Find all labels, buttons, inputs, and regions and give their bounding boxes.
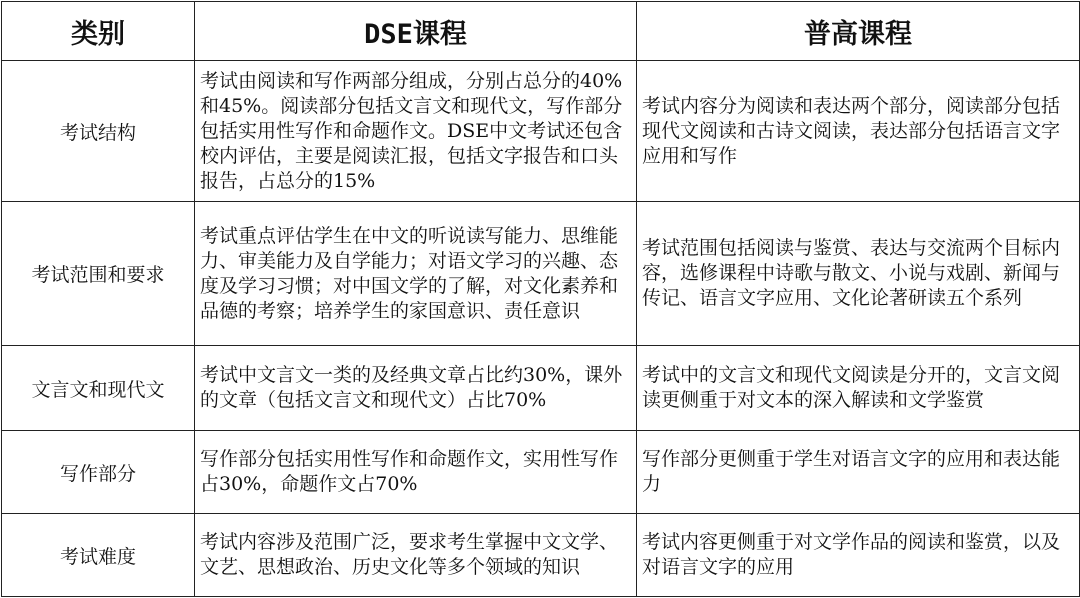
header-row bbox=[2, 2, 1080, 61]
table-row bbox=[2, 202, 1080, 346]
header-dse: DSE课程 bbox=[195, 2, 637, 61]
comparison-table bbox=[1, 1, 1080, 597]
row-dse-cell: 考试内容涉及范围广泛，要求考生掌握中文文学、文艺、思想政治、历史文化等多个领域的知识 bbox=[195, 514, 637, 597]
row-category: 考试难度 bbox=[2, 514, 195, 597]
header-category: 类别 bbox=[2, 2, 195, 61]
row-pugao-cell: 考试内容分为阅读和表达两个部分，阅读部分包括现代文阅读和古诗文阅读，表达部分包括语言文字应用和写作 bbox=[637, 61, 1080, 202]
row-category: 考试范围和要求 bbox=[2, 202, 195, 346]
row-pugao-cell: 考试内容更侧重于对文学作品的阅读和鉴赏，以及对语言文字的应用 bbox=[637, 514, 1080, 597]
row-category: 文言文和现代文 bbox=[2, 346, 195, 431]
row-pugao-cell: 写作部分更侧重于学生对语言文字的应用和表达能力 bbox=[637, 431, 1080, 514]
row-dse-cell: 考试中文言文一类的及经典文章占比约30%，课外的文章（包括文言文和现代文）占比70% bbox=[195, 346, 637, 431]
table-row bbox=[2, 431, 1080, 514]
header-pugao: 普高课程 bbox=[637, 2, 1080, 61]
row-category: 写作部分 bbox=[2, 431, 195, 514]
row-pugao-cell: 考试中的文言文和现代文阅读是分开的，文言文阅读更侧重于对文本的深入解读和文学鉴赏 bbox=[637, 346, 1080, 431]
row-pugao-cell: 考试范围包括阅读与鉴赏、表达与交流两个目标内容，选修课程中诗歌与散文、小说与戏剧、新闻与传记、语言文字应用、文化论著研读五个系列 bbox=[637, 202, 1080, 346]
table-row bbox=[2, 61, 1080, 202]
table-row bbox=[2, 346, 1080, 431]
row-dse-cell: 考试由阅读和写作两部分组成，分别占总分的40%和45%。阅读部分包括文言文和现代文，写作部分包括实用性写作和命题作文。DSE中文考试还包含校内评估，主要是阅读汇报，包括文字报告和口头报告，占总分的15% bbox=[195, 61, 637, 202]
table-row bbox=[2, 514, 1080, 597]
row-category: 考试结构 bbox=[2, 61, 195, 202]
row-dse-cell: 写作部分包括实用性写作和命题作文，实用性写作占30%，命题作文占70% bbox=[195, 431, 637, 514]
row-dse-cell: 考试重点评估学生在中文的听说读写能力、思维能力、审美能力及自学能力；对语文学习的兴趣、态度及学习习惯；对中国文学的了解，对文化素养和品德的考察；培养学生的家国意识、责任意识 bbox=[195, 202, 637, 346]
